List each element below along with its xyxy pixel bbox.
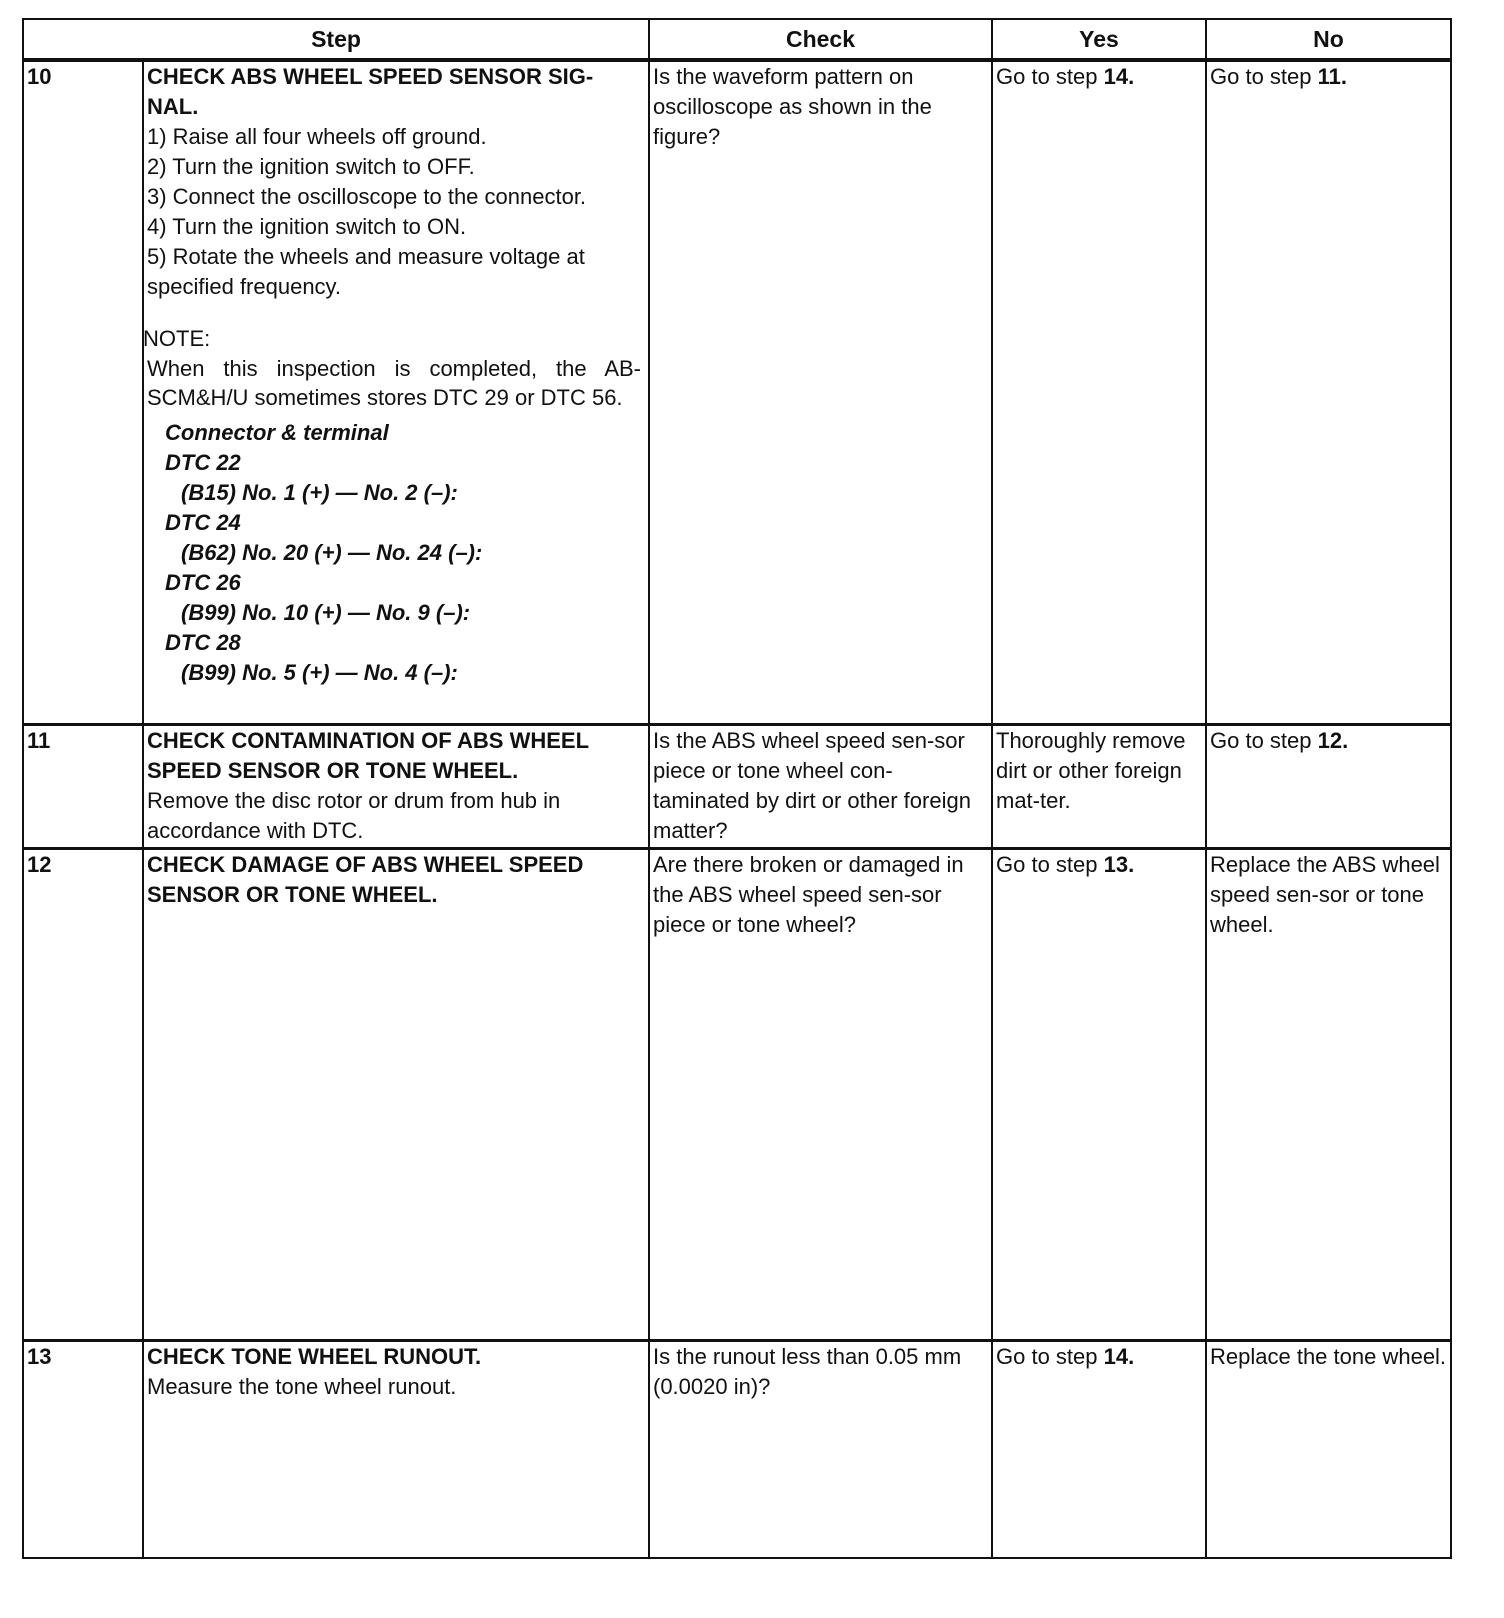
connector-dtc: DTC 26 bbox=[165, 570, 241, 595]
step-title-continued: NAL. bbox=[147, 94, 199, 119]
yes-step-ref: 14. bbox=[1103, 1343, 1135, 1369]
header-no: No bbox=[1206, 19, 1451, 60]
yes-prefix: Go to step bbox=[996, 1343, 1104, 1369]
connector-dtc: DTC 28 bbox=[165, 630, 241, 655]
connector-dtc: DTC 24 bbox=[165, 510, 241, 535]
connector-terminals: (B99) No. 10 (+) — No. 9 (–): bbox=[181, 600, 471, 625]
step-body: Remove the disc rotor or drum from hub in accordance with DTC. bbox=[147, 787, 561, 843]
step-title: CHECK CONTAMINATION OF ABS WHEEL SPEED SENSOR OR TONE WHEEL. bbox=[147, 727, 589, 783]
header-check: Check bbox=[649, 19, 992, 60]
yes-prefix: Go to step bbox=[996, 851, 1104, 877]
yes-action bbox=[992, 1340, 1206, 1558]
note-label: NOTE: bbox=[143, 326, 211, 351]
connector-heading: Connector & terminal bbox=[165, 420, 389, 445]
instruction-item: 2) Turn the ignition switch to OFF. bbox=[147, 154, 475, 179]
instruction-item: 4) Turn the ignition switch to ON. bbox=[147, 214, 467, 239]
connector-terminals: (B15) No. 1 (+) — No. 2 (–): bbox=[181, 480, 458, 505]
step-number: 11 bbox=[23, 724, 143, 848]
yes-action bbox=[992, 848, 1206, 1340]
instruction-item: 3) Connect the oscilloscope to the connector. bbox=[147, 184, 587, 209]
no-action bbox=[1206, 724, 1451, 848]
step-number: 13 bbox=[23, 1340, 143, 1558]
instruction-item: 5) Rotate the wheels and measure voltage at specified frequency. bbox=[147, 244, 585, 299]
no-action bbox=[1206, 60, 1451, 724]
table-row bbox=[23, 848, 1451, 1340]
note-text: When this inspection is completed, the AB-SCM&H/U sometimes stores DTC 29 or DTC 56. bbox=[147, 356, 641, 410]
check-question: Is the ABS wheel speed sen-sor piece or tone wheel con-taminated by dirt or other foreign matter? bbox=[649, 724, 992, 848]
no-prefix: Go to step bbox=[1210, 64, 1318, 89]
yes-action bbox=[992, 60, 1206, 724]
step-description bbox=[143, 724, 649, 848]
procedure-table bbox=[22, 18, 1452, 1559]
no-action: Replace the ABS wheel speed sen-sor or tone wheel. bbox=[1206, 848, 1451, 1340]
yes-action: Thoroughly remove dirt or other foreign mat-ter. bbox=[992, 724, 1206, 848]
table-row bbox=[23, 60, 1451, 724]
yes-step-ref: 14. bbox=[1103, 64, 1135, 89]
yes-prefix: Go to step bbox=[996, 64, 1104, 89]
step-title: CHECK DAMAGE OF ABS WHEEL SPEED SENSOR OR TONE WHEEL. bbox=[147, 851, 584, 907]
table-row bbox=[23, 1340, 1451, 1558]
table-row bbox=[23, 724, 1451, 848]
step-number: 12 bbox=[23, 848, 143, 1340]
step-body: Measure the tone wheel runout. bbox=[147, 1373, 457, 1399]
step-description bbox=[143, 60, 649, 724]
no-action: Replace the tone wheel. bbox=[1206, 1340, 1451, 1558]
step-description bbox=[143, 848, 649, 1340]
connector-dtc: DTC 22 bbox=[165, 450, 241, 475]
step-description bbox=[143, 1340, 649, 1558]
header-step: Step bbox=[23, 19, 649, 60]
header-row bbox=[23, 19, 1451, 60]
connector-terminals: (B62) No. 20 (+) — No. 24 (–): bbox=[181, 540, 483, 565]
check-question: Are there broken or damaged in the ABS wheel speed sen-sor piece or tone wheel? bbox=[649, 848, 992, 1340]
instruction-item: 1) Raise all four wheels off ground. bbox=[147, 124, 487, 149]
check-question: Is the waveform pattern on oscilloscope as shown in the figure? bbox=[649, 60, 992, 724]
no-prefix: Go to step bbox=[1210, 727, 1318, 753]
no-step-ref: 12. bbox=[1317, 727, 1349, 753]
step-number: 10 bbox=[23, 60, 143, 724]
connector-block bbox=[147, 418, 645, 688]
step-title: CHECK ABS WHEEL SPEED SENSOR SIG- bbox=[147, 64, 594, 89]
no-step-ref: 11. bbox=[1317, 64, 1347, 89]
connector-terminals: (B99) No. 5 (+) — No. 4 (–): bbox=[181, 660, 458, 685]
header-yes: Yes bbox=[992, 19, 1206, 60]
step-title: CHECK TONE WHEEL RUNOUT. bbox=[147, 1343, 482, 1369]
yes-step-ref: 13. bbox=[1103, 851, 1135, 877]
check-question: Is the runout less than 0.05 mm (0.0020 in)? bbox=[649, 1340, 992, 1558]
